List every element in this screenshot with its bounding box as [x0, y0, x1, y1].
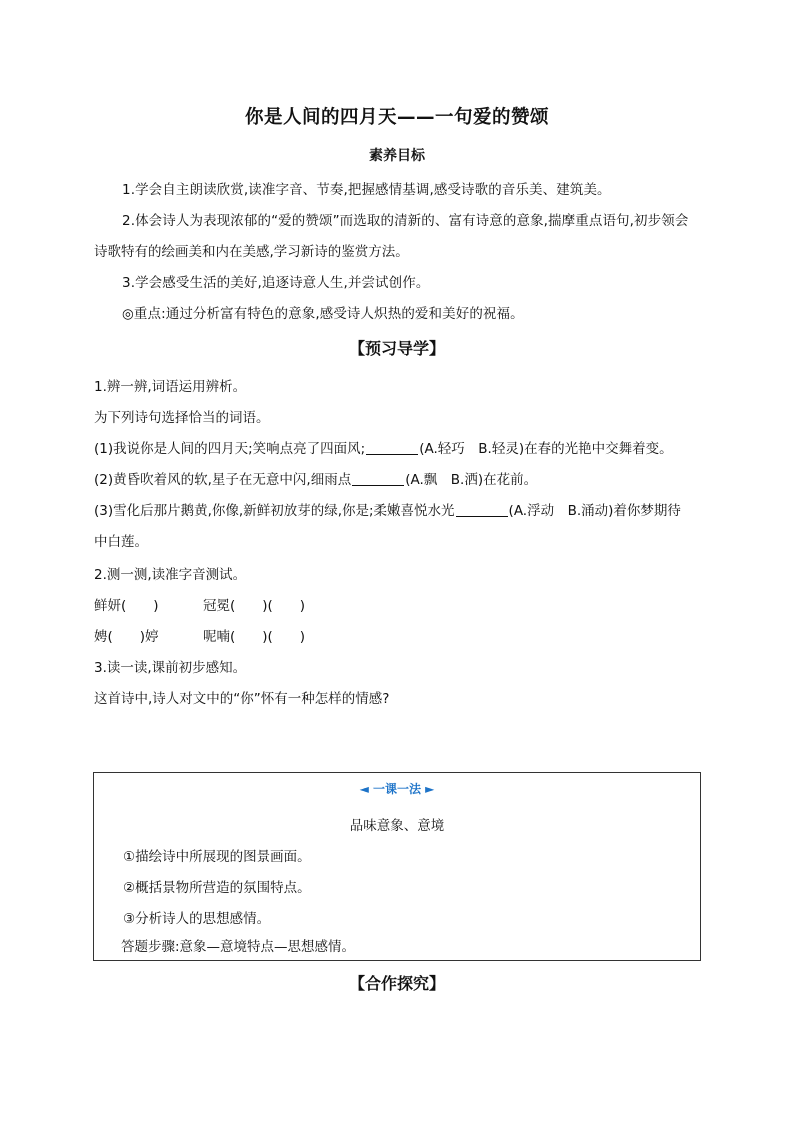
question-1: 1.辨一辨,词语运用辨析。 [94, 379, 247, 395]
pinyin-item-1: 鲜妍( ) [94, 598, 159, 614]
q1-item-1-text-b: (A.轻巧 B.轻灵)在春的光艳中交舞着变。 [419, 441, 673, 457]
q1-item-3-text-b: (A.浮动 B.涌动)着你梦期待 [508, 503, 681, 519]
pinyin-item-3: 娉( )婷 [94, 629, 159, 645]
method-answer-steps: 答题步骤:意象—意境特点—思想感情。 [121, 939, 356, 955]
question-1-item-3 [94, 499, 681, 519]
pinyin-item-2: 冠冕( )( ) [203, 598, 306, 614]
question-2: 2.测一测,读准字音测试。 [94, 567, 247, 583]
q1-item-2-text-a: (2)黄昏吹着风的软,星子在无意中闪,细雨点 [94, 472, 352, 488]
question-3: 3.读一读,课前初步感知。 [94, 660, 247, 676]
method-box-header: ◄ 一课一法 ► [359, 782, 435, 796]
method-step-1: ①描绘诗中所展现的图景画面。 [123, 849, 311, 865]
q1-item-2-text-b: (A.飘 B.洒)在花前。 [405, 472, 538, 488]
goal-item-1: 1.学会自主朗读欣赏,读准字音、节奏,把握感情基调,感受诗歌的音乐美、建筑美。 [122, 182, 611, 198]
goal-item-2-cont: 诗歌特有的绘画美和内在美感,学习新诗的鉴赏方法。 [94, 244, 409, 260]
goals-heading: 素养目标 [369, 148, 425, 164]
method-box [93, 772, 701, 961]
preview-heading: 【预习导学】 [348, 339, 445, 358]
answer-blank-3[interactable] [456, 503, 508, 517]
method-step-3: ③分析诗人的思想感情。 [123, 911, 271, 927]
question-1-item-2 [94, 468, 537, 488]
goal-item-3: 3.学会感受生活的美好,追逐诗意人生,并尝试创作。 [122, 275, 430, 291]
pinyin-item-4: 呢喃( )( ) [203, 629, 306, 645]
method-step-2: ②概括景物所营造的氛围特点。 [123, 880, 311, 896]
question-1-intro: 为下列诗句选择恰当的词语。 [94, 410, 270, 426]
answer-blank-2[interactable] [352, 472, 404, 486]
page-title: 你是人间的四月天——一句爱的赞颂 [244, 107, 549, 128]
question-3-text: 这首诗中,诗人对文中的“你”怀有一种怎样的情感? [94, 691, 390, 707]
question-1-item-3-cont: 中白莲。 [94, 534, 148, 550]
method-box-subtitle: 品味意象、意境 [349, 818, 445, 834]
goal-item-2: 2.体会诗人为表现浓郁的“爱的赞颂”而选取的清新的、富有诗意的意象,揣摩重点语句,初步领会 [122, 213, 689, 229]
question-1-item-1 [94, 437, 673, 457]
q1-item-3-text-a: (3)雪化后那片鹅黄,你像,新鲜初放芽的绿,你是;柔嫩喜悦水光 [94, 503, 455, 519]
goal-key-point: ◎重点:通过分析富有特色的意象,感受诗人炽热的爱和美好的祝福。 [122, 306, 524, 322]
answer-blank-1[interactable] [366, 441, 418, 455]
q1-item-1-text-a: (1)我说你是人间的四月天;笑响点亮了四面风; [94, 441, 366, 457]
cooperation-heading: 【合作探究】 [348, 974, 445, 993]
